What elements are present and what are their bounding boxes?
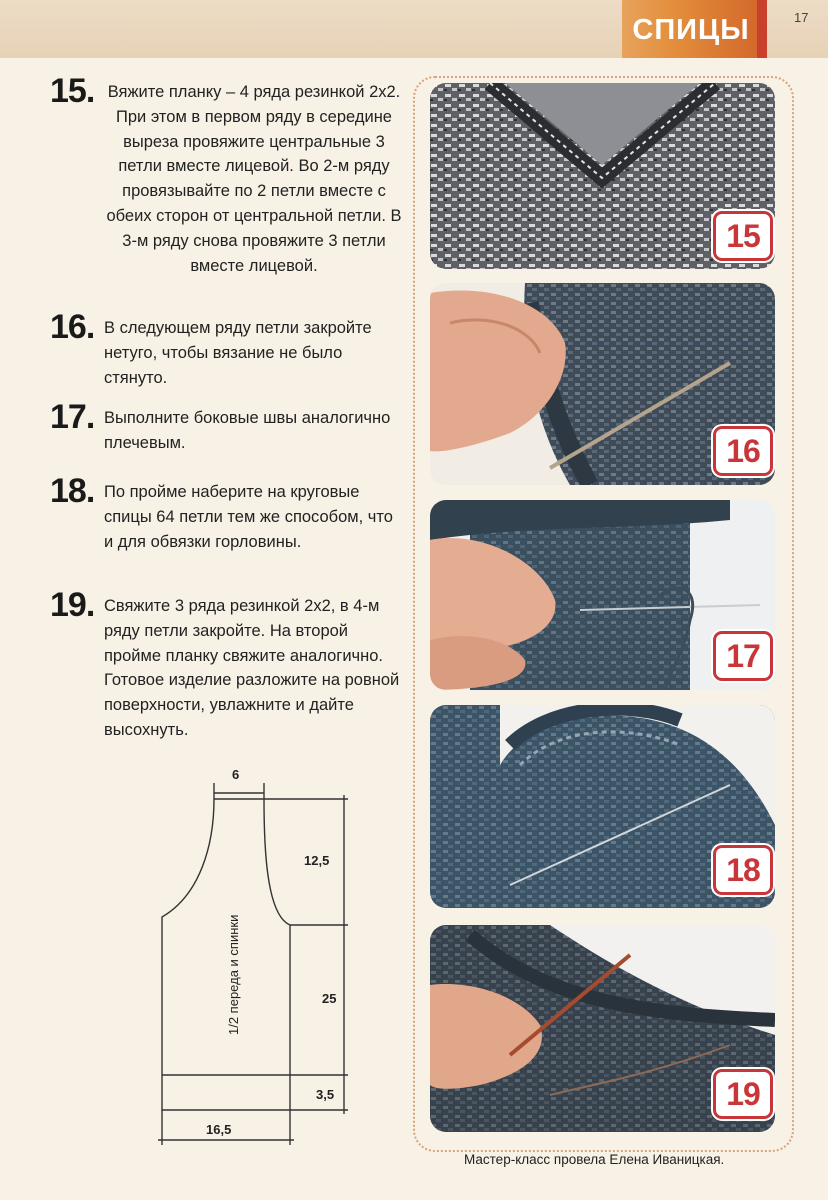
photo-step-16 (430, 283, 775, 485)
dim-hem: 3,5 (316, 1087, 335, 1102)
step-number: 17. (50, 398, 95, 436)
section-title: СПИЦЫ (632, 14, 750, 46)
step-badge-17: 17 (713, 631, 773, 681)
step-text: Вяжите планку – 4 ряда резинкой 2х2. При этом в первом ряду в середине выреза провяжите центральные 3 петли вместе лицевой. Во 2-м ряду провязывайте по 2 петли вместе с обеих сторон от центральной петли. В 3-м ряду снова провяжите 3 петли вместе лицевой. (106, 83, 402, 275)
dim-armhole: 12,5 (304, 853, 330, 868)
step-number: 15. (50, 72, 95, 110)
pattern-diagram (140, 765, 370, 1150)
photo-step-18 (430, 705, 775, 908)
step-number: 19. (50, 586, 95, 624)
step-badge-18: 18 (713, 845, 773, 895)
step-badge-15: 15 (713, 211, 773, 261)
step-badge-19: 19 (713, 1069, 773, 1119)
photo-step-15 (430, 83, 775, 269)
photo-step-19 (430, 925, 775, 1132)
step-badge-16: 16 (713, 426, 773, 476)
step-text: В следующем ряду петли закройте нетуго, чтобы вязание не было стянуто. (104, 319, 372, 387)
step-text: Свяжите 3 ряда резинкой 2х2, в 4-м ряду петли закройте. На второй пройме планку свяжите аналогично. Готовое изделие разложите на ровной поверхности, увлажните и дайте высохнуть. (104, 597, 400, 739)
step-text: По пройме наберите на круговые спицы 64 петли тем же способом, что и для обвязки горловины. (104, 483, 393, 551)
step-text: Выполните боковые швы аналогично плечевым. (104, 409, 391, 452)
photo-step-17 (430, 500, 775, 690)
dim-top: 6 (232, 767, 240, 782)
diagram-label: 1/2 переда и спинки (226, 914, 241, 1035)
step-number: 18. (50, 472, 95, 510)
dim-body: 25 (322, 991, 337, 1006)
credit-caption: Мастер-класс провела Елена Иваницкая. (464, 1152, 725, 1167)
section-tab-stripe (757, 0, 767, 58)
page-number: 17 (794, 10, 809, 25)
step-number: 16. (50, 308, 95, 346)
dim-width: 16,5 (206, 1122, 232, 1137)
